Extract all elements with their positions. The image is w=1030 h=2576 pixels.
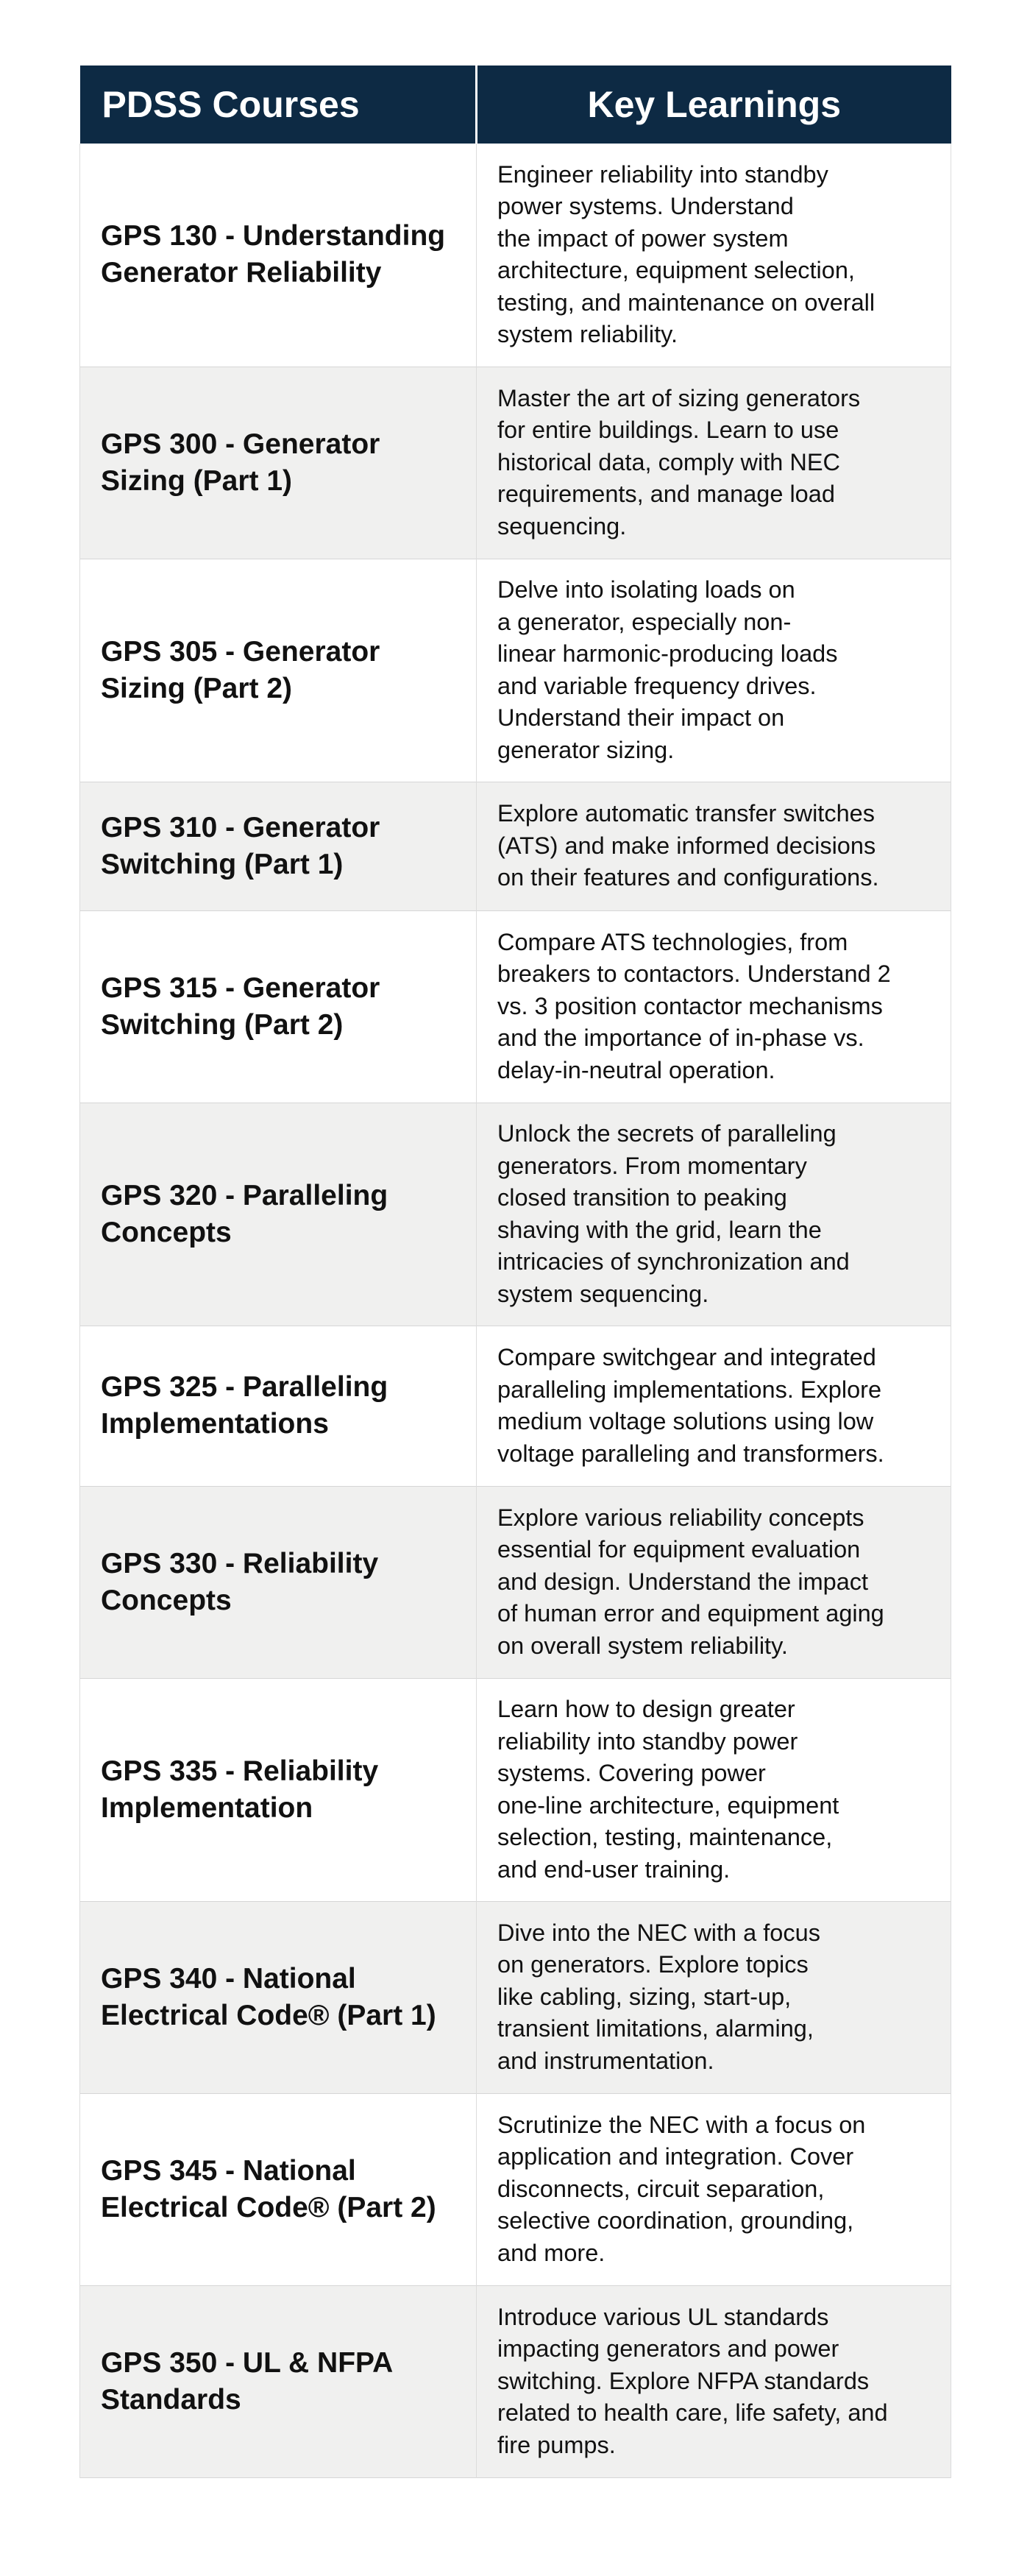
- course-description: Explore automatic transfer switches (ATS) and make informed decisions on their features and configurations.: [477, 782, 951, 910]
- courses-table-container: [79, 66, 951, 2478]
- course-name: GPS 350 - UL & NFPA Standards: [80, 2285, 477, 2477]
- course-name: GPS 330 - Reliability Concepts: [80, 1486, 477, 1678]
- table-row: [80, 782, 951, 910]
- course-description: Introduce various UL standards impacting generators and power switching. Explore NFPA standards related to health care, life safety, and fire pumps.: [477, 2285, 951, 2477]
- course-name: GPS 320 - Paralleling Concepts: [80, 1103, 477, 1326]
- course-description: Master the art of sizing generators for entire buildings. Learn to use historical data, comply with NEC requirements, and manage load sequencing.: [477, 367, 951, 559]
- table-row: [80, 1901, 951, 2093]
- course-description: Delve into isolating loads on a generator, especially non- linear harmonic-producing loads and variable frequency drives. Understand their impact on generator sizing.: [477, 559, 951, 782]
- course-description: Unlock the secrets of paralleling generators. From momentary closed transition to peaking shaving with the grid, learn the intricacies of synchronization and system sequencing.: [477, 1103, 951, 1326]
- table-row: [80, 910, 951, 1103]
- course-description: Engineer reliability into standby power systems. Understand the impact of power system architecture, equipment selection, testing, and maintenance on overall system reliability.: [477, 144, 951, 367]
- table-row: [80, 367, 951, 559]
- course-name: GPS 325 - Paralleling Implementations: [80, 1326, 477, 1486]
- table-row: [80, 1326, 951, 1486]
- course-description: Compare ATS technologies, from breakers to contactors. Understand 2 vs. 3 position contactor mechanisms and the importance of in-phase vs. delay-in-neutral operation.: [477, 910, 951, 1103]
- course-description: Learn how to design greater reliability into standby power systems. Covering power one-line architecture, equipment selection, testing, maintenance, and end-user training.: [477, 1678, 951, 1901]
- course-name: GPS 130 - Understanding Generator Reliability: [80, 144, 477, 367]
- course-name: GPS 310 - Generator Switching (Part 1): [80, 782, 477, 910]
- table-row: [80, 1678, 951, 1901]
- course-name: GPS 315 - Generator Switching (Part 2): [80, 910, 477, 1103]
- course-description: Explore various reliability concepts essential for equipment evaluation and design. Understand the impact of human error and equipment aging on overall system reliability.: [477, 1486, 951, 1678]
- course-name: GPS 300 - Generator Sizing (Part 1): [80, 367, 477, 559]
- course-name: GPS 335 - Reliability Implementation: [80, 1678, 477, 1901]
- course-description: Dive into the NEC with a focus on generators. Explore topics like cabling, sizing, start-up, transient limitations, alarming, and instrumentation.: [477, 1901, 951, 2093]
- course-name: GPS 340 - National Electrical Code® (Part 1): [80, 1901, 477, 2093]
- course-description: Scrutinize the NEC with a focus on application and integration. Cover disconnects, circuit separation, selective coordination, grounding, and more.: [477, 2093, 951, 2285]
- table-header: [80, 66, 951, 144]
- course-name: GPS 305 - Generator Sizing (Part 2): [80, 559, 477, 782]
- table-row: [80, 2093, 951, 2285]
- table-row: [80, 144, 951, 367]
- table-row: [80, 2285, 951, 2477]
- table-row: [80, 559, 951, 782]
- column-header-key-learnings: Key Learnings: [477, 66, 951, 144]
- course-name: GPS 345 - National Electrical Code® (Part 2): [80, 2093, 477, 2285]
- course-description: Compare switchgear and integrated paralleling implementations. Explore medium voltage solutions using low voltage paralleling and transformers.: [477, 1326, 951, 1486]
- courses-table: [79, 66, 951, 2478]
- header-row: [80, 66, 951, 144]
- column-header-courses: PDSS Courses: [80, 66, 477, 144]
- table-row: [80, 1486, 951, 1678]
- table-row: [80, 1103, 951, 1326]
- table-body: [80, 144, 951, 2477]
